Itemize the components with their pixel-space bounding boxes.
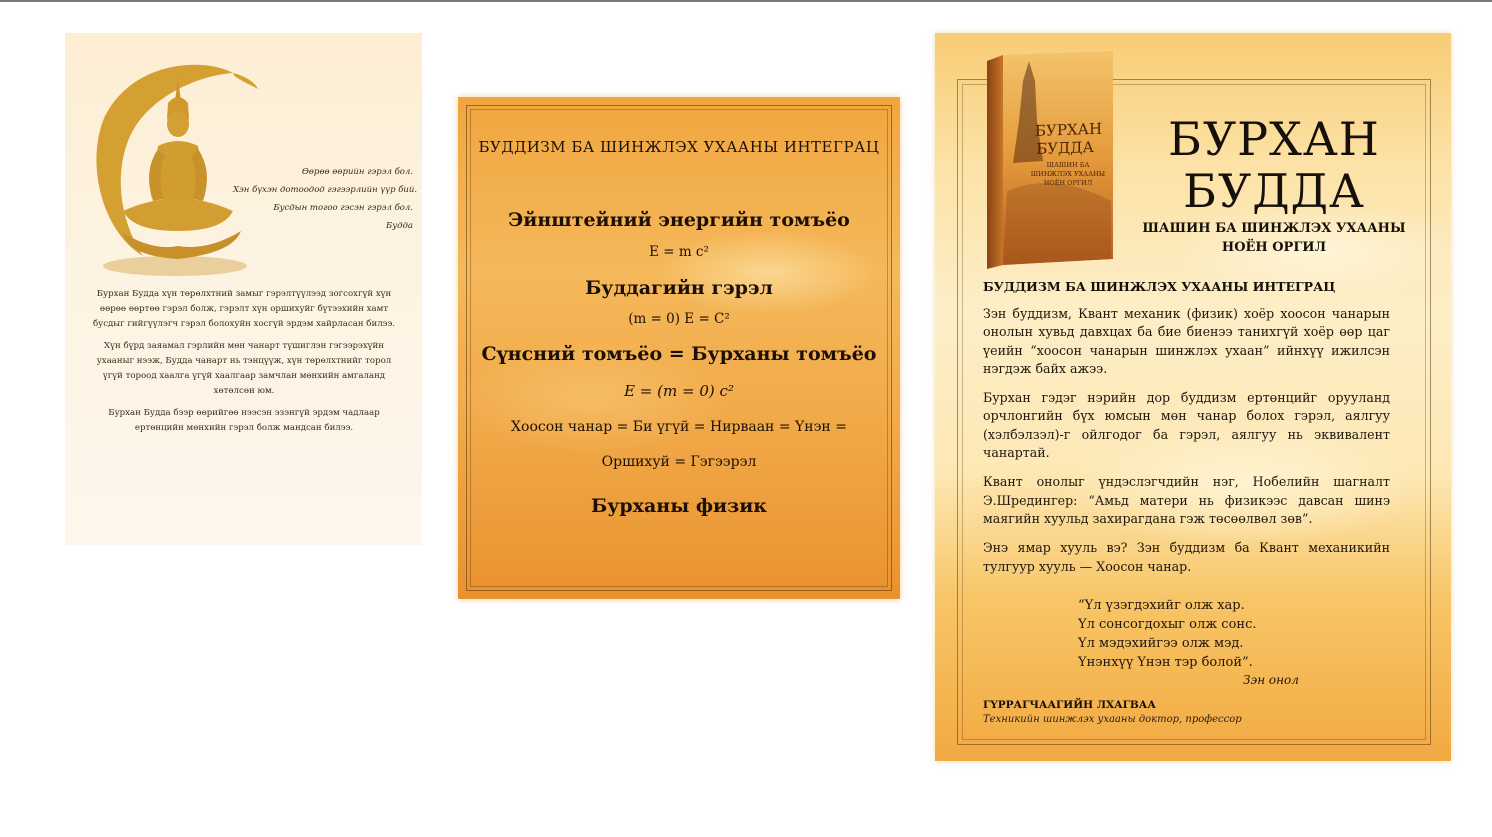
paragraph: Бурхан гэдэг нэрийн дор буддизм ертөнцийг орууланд орчлонгийн бүх юмсын мөн чанар болох гэрэл, аялгуу (хэлбэлзэл)-г ойлгодог ба гэрэл, аялгуу нь эквивалент чанартай. [983,390,1390,461]
equivalence-line: Оршихуй = Гэгээрэл [601,454,757,470]
middle-page [458,97,900,599]
book-title-line: БУДДА [1036,137,1094,159]
equivalence-line: Хоосон чанар = Би үгүй = Нирваан = Үнэн = [511,419,847,435]
paragraph: Квант онолыг үндэслэгчдийн нэг, Нобелийн шагналт Э.Шредингер: “Амьд матери нь физикээс давсан шинэ маягийн хуульд захирагдана гэж төсөөлвөл зөв”. [983,474,1390,526]
poem-line: “Үл үзэгдэхийг олж хар. [1078,598,1245,613]
author-credentials: Техникийн шинжлэх ухааны доктор, профессор [983,714,1242,725]
paragraph: Энэ ямар хууль вэ? Зэн буддизм ба Квант механикийн тулгуур хууль — Хоосон чанар. [983,540,1390,574]
book-title-line: БУРХАН [1168,112,1380,166]
book-subtitle [1125,219,1423,257]
poem-line: Үл сонсогдохыг олж сонс. [1078,617,1257,632]
section-heading: БУДДИЗМ БА ШИНЖЛЭХ УХААНЫ ИНТЕГРАЦ [983,279,1336,294]
quote-line: Хэн бүхэн дотоодод гэгээрлийн үүр бий. [233,185,418,195]
book-title-line: БУРХАН [1035,119,1103,141]
subtitle-line: ШАШИН БА ШИНЖЛЭХ УХААНЫ [1142,221,1406,236]
buddha-quote [233,163,418,235]
heading-buddha-light: Буддагийн гэрэл [585,277,773,299]
left-page [65,33,422,545]
formula-einstein: E = m c² [649,244,709,260]
page-title: БУДДИЗМ БА ШИНЖЛЭХ УХААНЫ ИНТЕГРАЦ [478,138,880,156]
quote-line: Өөрөө өөрийн гэрэл бол. [301,167,413,177]
poem-line: Үл мэдэхийгээ олж мэд. [1078,636,1244,651]
quote-author: Будда [385,221,413,231]
zen-poem [1078,596,1256,672]
paragraph: Зэн буддизм, Квант механик (физик) хоёр хоосон чанарын онолын хувьд давхцах ба бие биенээ танихгүй хоёр өөр цаг үеийн “хоосон чанарын шинжлэх ухаан” ийнхүү ижилсэн нэгдэж байх ажээ. [983,306,1390,376]
book-cover-subtitle: ШАШИН БА ШИНЖЛЭХ УХААНЫ НОЁН ОРГИЛ [1030,161,1106,187]
paragraph: Бурхан Будда хүн төрөлхтний замыг гэрэлтүүлээд зогсохгүй хүн өөрөө өөртөө гэрэл болж, гэрэлт хүн оршихуйг бүтээхийн хамт бусдыг гийгүүлэгч гэрэл болохуйн хосгүй эрдэм хайрласан билээ. [92,289,396,329]
book-cover-title [1035,119,1103,159]
top-border [0,0,1492,2]
left-body-text [89,287,399,443]
buddha-meditation-icon [83,61,258,281]
book-cover-image [985,51,1115,269]
poem-line: Үнэнхүү Үнэн тэр болой”. [1078,655,1253,670]
poem-source: Зэн онол [1243,673,1299,687]
book-title [1125,113,1423,217]
formula-spirit: E = (m = 0) c² [624,382,734,400]
heading-spirit-formula: Сүнсний томъёо = Бурханы томъёо [481,343,877,365]
author-name: ГҮРРАГЧААГИЙН ЛХАГВАА [983,699,1156,711]
right-body-text [983,305,1390,587]
right-page [935,33,1451,761]
formula-buddha-light: (m = 0) E = C² [628,311,730,327]
heading-physics: Бурханы физик [590,495,768,517]
paragraph: Бурхан Будда бээр өөрийгөө нээсэн эзэнгүй эрдэм чадлаар ертөнцийн мөнхийн гэрэл болж мандсан билээ. [108,408,380,433]
paragraph: Хүн бүрд заяамал гэрлийн мөн чанарт түшиглэн гэгээрэхүйн ухааныг нээж, Будда чанарт нь тэнцүүж, хүн төрөлхтнийг торол үгүй тороод хаалга үгүй хаалгаар замчлан мөнхийн амгаланд хөтөлсөн юм. [96,341,392,396]
heading-einstein: Эйнштейний энергийн томъёо [508,209,850,231]
quote-line: Бусдын тогоо гэсэн гэрэл бол. [273,203,413,213]
book-title-line: БУДДА [1183,164,1365,218]
subtitle-line: НОЁН ОРГИЛ [1221,240,1327,255]
